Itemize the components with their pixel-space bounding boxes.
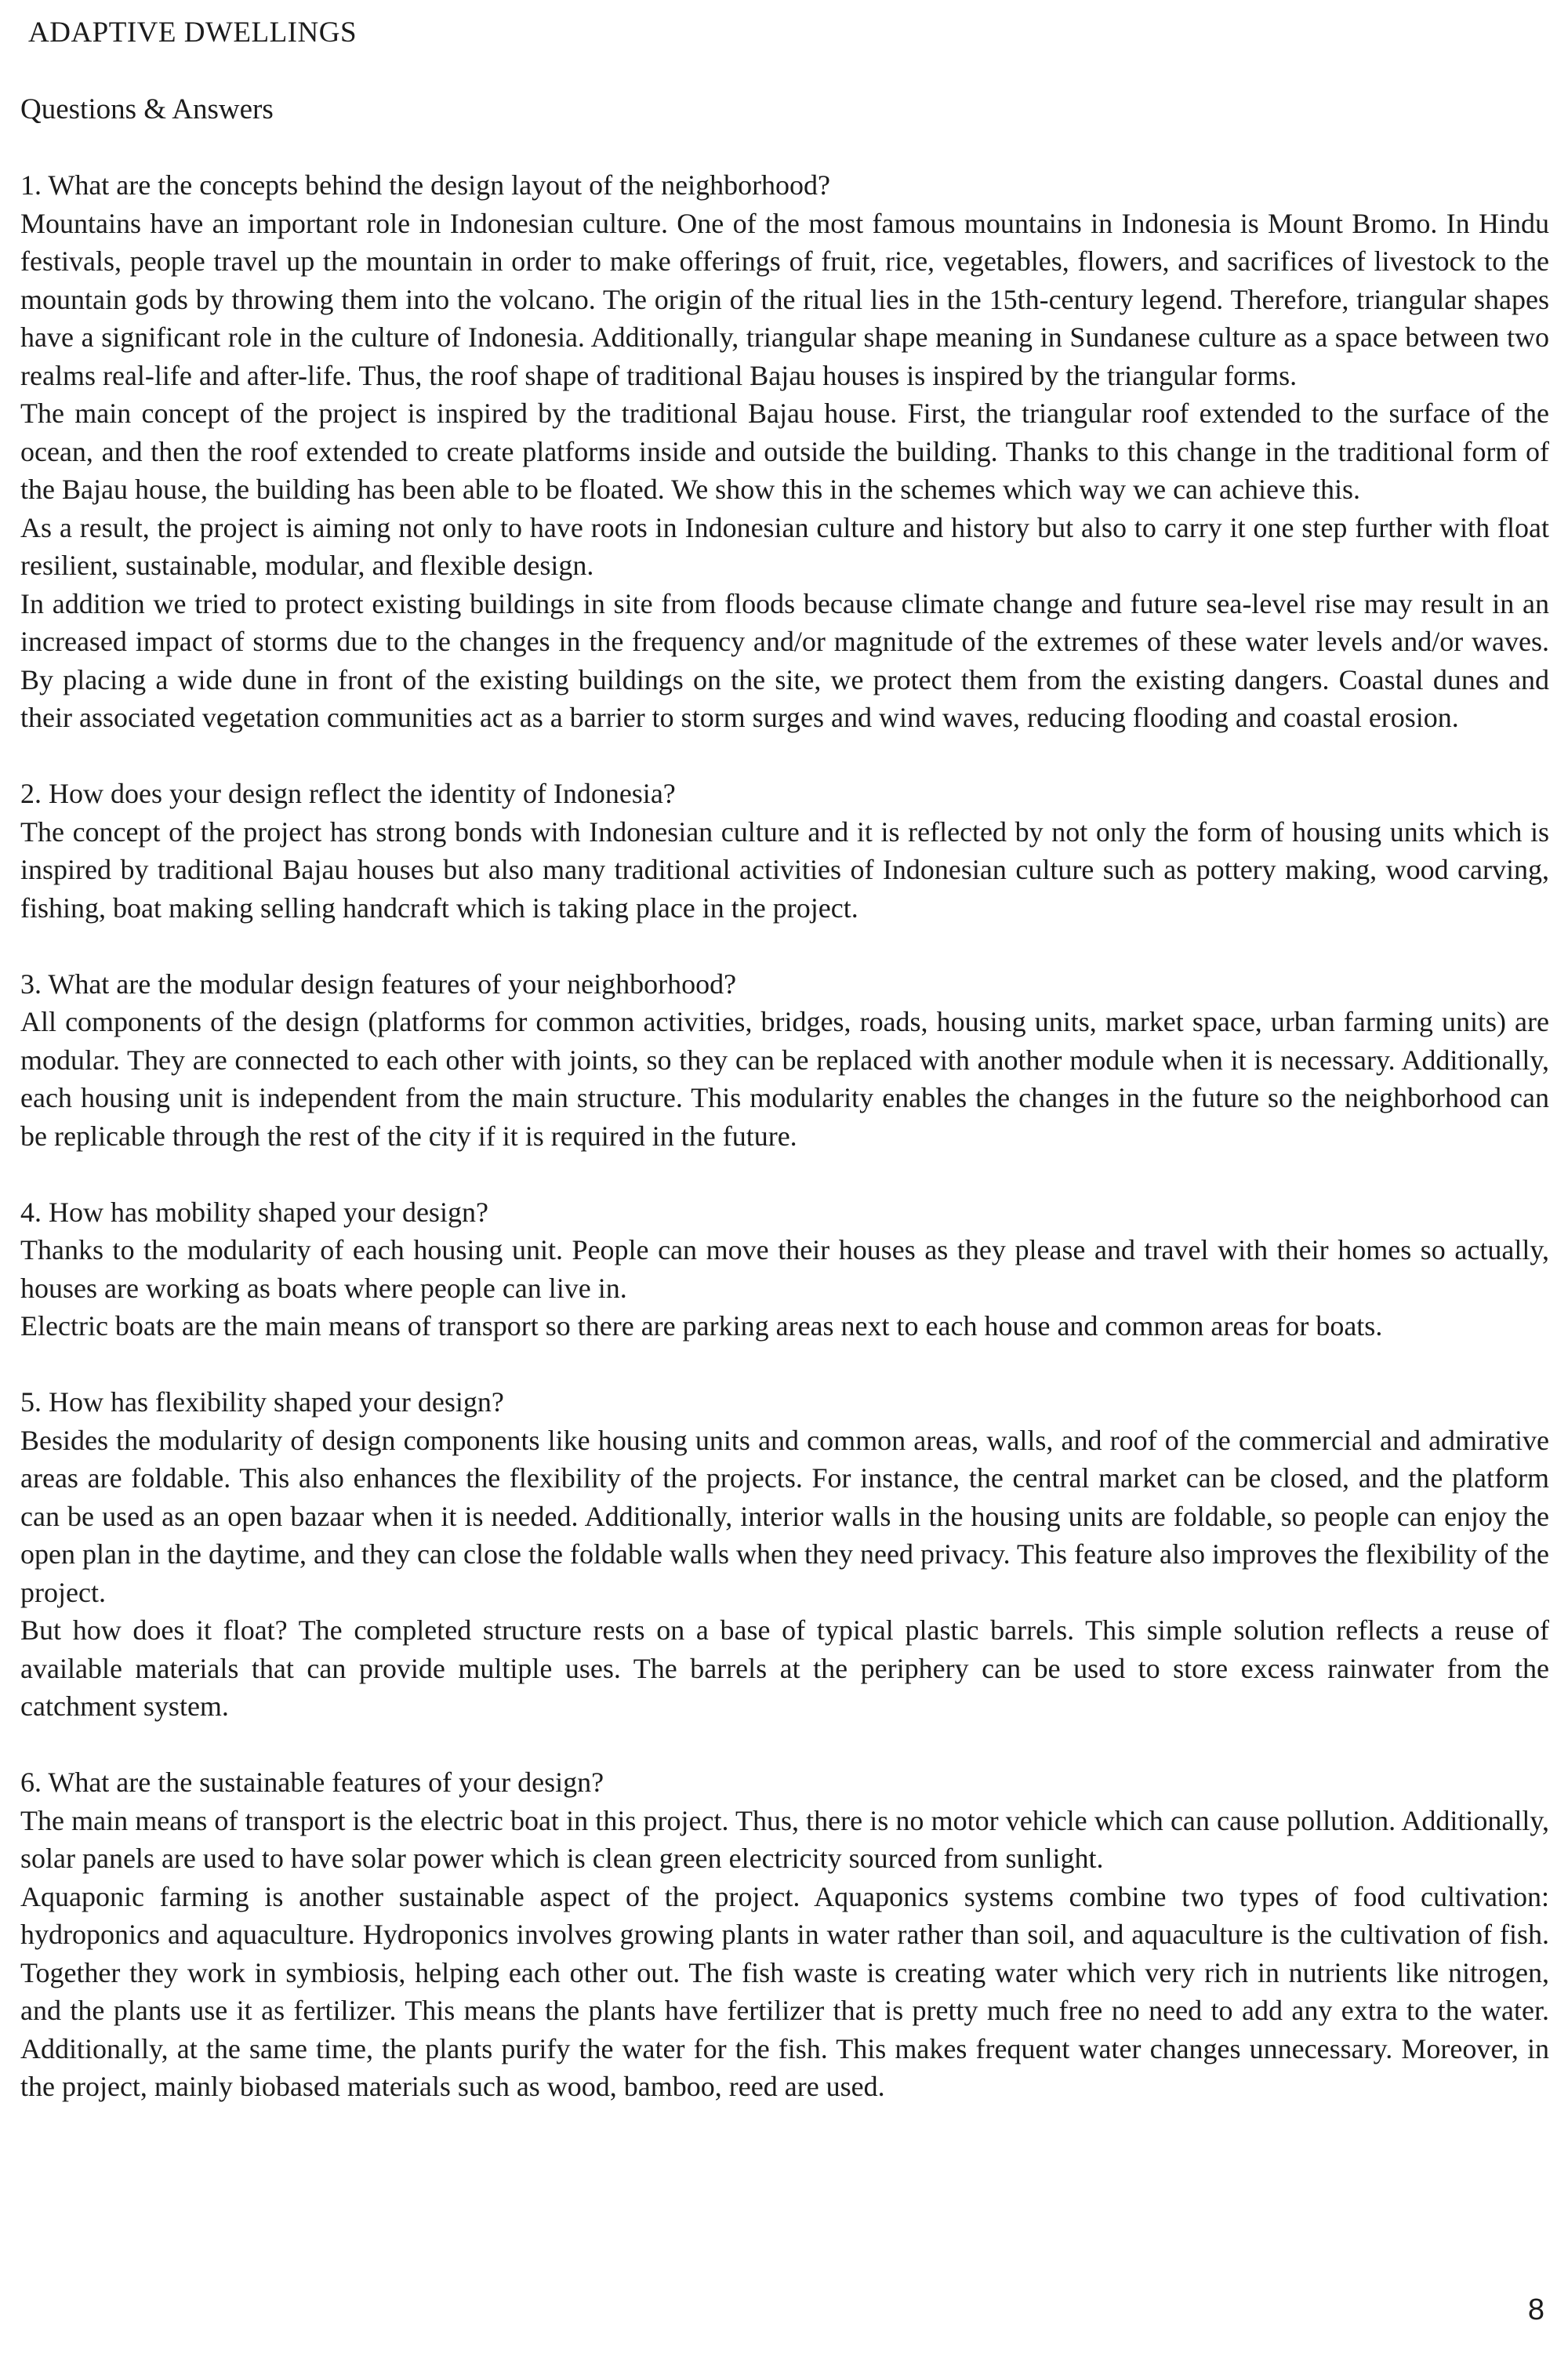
answer-1-paragraph-4: In addition we tried to protect existing buildings in site from floods because climate change and future sea-level rise may result in an increased impact of storms due to the changes in the frequency and/or magnitude of the extremes of these water levels and/or waves. By placing a wide dune in front of the existing buildings on the site, we protect them from the existing dangers. Coastal dunes and their associated vegetation communities act as a barrier to storm surges and wind waves, reducing flooding and coastal erosion. [20, 587, 1549, 733]
qa-section-1 [20, 166, 1549, 737]
qa-section-5 [20, 1383, 1549, 1726]
question-2: 2. How does your design reflect the identity of Indonesia? [20, 778, 676, 809]
answer-3-paragraph-1: All components of the design (platforms for common activities, bridges, roads, housing units, market space, urban farming units) are modular. They are connected to each other with joints, so they can be replaced with another module when it is necessary. Additionally, each housing unit is independent from the main structure. This modularity enables the changes in the future so the neighborhood can be replicable through the rest of the city if it is required in the future. [20, 1006, 1549, 1152]
answer-6-paragraph-1: The main means of transport is the electric boat in this project. Thus, there is no motor vehicle which can cause pollution. Additionally, solar panels are used to have solar power which is clean green electricity sourced from sunlight. [20, 1804, 1549, 1874]
answer-5-paragraph-2: But how does it float? The completed structure rests on a base of typical plastic barrels. This simple solution reflects a reuse of available materials that can provide multiple uses. The barrels at the periphery can be used to store excess rainwater from the catchment system. [20, 1614, 1549, 1722]
qa-section-4 [20, 1193, 1549, 1345]
answer-1-paragraph-3: As a result, the project is aiming not only to have roots in Indonesian culture and history but also to carry it one step further with float resilient, sustainable, modular, and flexible design. [20, 511, 1549, 581]
qa-section-2 [20, 775, 1549, 927]
answer-6-paragraph-2: Aquaponic farming is another sustainable aspect of the project. Aquaponics systems combine two types of food cultivation: hydroponics and aquaculture. Hydroponics involves growing plants in water rather than soil, and aquaculture is the cultivation of fish. Together they work in symbiosis, helping each other out. The fish waste is creating water which very rich in nutrients like nitrogen, and the plants use it as fertilizer. This means the plants have fertilizer that is pretty much free no need to add any extra to the water. Additionally, at the same time, the plants purify the water for the fish. This makes frequent water changes unnecessary. Moreover, in the project, mainly biobased materials such as wood, bamboo, reed are used. [20, 1880, 1549, 2102]
question-3: 3. What are the modular design features of your neighborhood? [20, 968, 737, 1000]
question-4: 4. How has mobility shaped your design? [20, 1196, 488, 1228]
question-5: 5. How has flexibility shaped your design? [20, 1386, 504, 1418]
qa-section-6 [20, 1763, 1549, 2106]
answer-4-paragraph-2: Electric boats are the main means of transport so there are parking areas next to each house and common areas for boats. [20, 1310, 1383, 1342]
answer-4-paragraph-1: Thanks to the modularity of each housing unit. People can move their houses as they please and travel with their homes so actually, houses are working as boats where people can live in. [20, 1234, 1549, 1304]
document-subtitle: Questions & Answers [20, 93, 274, 125]
document-title: ADAPTIVE DWELLINGS [28, 16, 358, 49]
answer-5-paragraph-1: Besides the modularity of design components like housing units and common areas, walls, and roof of the commercial and admirative areas are foldable. This also enhances the flexibility of the projects. For instance, the central market can be closed, and the platform can be used as an open bazaar when it is needed. Additionally, interior walls in the housing units are foldable, so people can enjoy the open plan in the daytime, and they can close the foldable walls when they need privacy. This feature also improves the flexibility of the project. [20, 1424, 1549, 1608]
question-6: 6. What are the sustainable features of your design? [20, 1767, 604, 1798]
question-1: 1. What are the concepts behind the design layout of the neighborhood? [20, 169, 831, 201]
qa-section-3 [20, 965, 1549, 1156]
answer-1-paragraph-1: Mountains have an important role in Indonesian culture. One of the most famous mountains in Indonesia is Mount Bromo. In Hindu festivals, people travel up the mountain in order to make offerings of fruit, rice, vegetables, flowers, and sacrifices of livestock to the mountain gods by throwing them into the volcano. The origin of the ritual lies in the 15th-century legend. Therefore, triangular shapes have a significant role in the culture of Indonesia. Additionally, triangular shape meaning in Sundanese culture as a space between two realms real-life and after-life. Thus, the roof shape of traditional Bajau houses is inspired by the triangular forms. [20, 207, 1549, 391]
answer-2-paragraph-1: The concept of the project has strong bonds with Indonesian culture and it is reflected by not only the form of housing units which is inspired by traditional Bajau houses but also many traditional activities of Indonesian culture such as pottery making, wood carving, fishing, boat making selling handcraft which is taking place in the project. [20, 815, 1549, 924]
qa-content [20, 166, 1549, 2144]
answer-1-paragraph-2: The main concept of the project is inspired by the traditional Bajau house. First, the triangular roof extended to the surface of the ocean, and then the roof extended to create platforms inside and outside the building. Thanks to this change in the traditional form of the Bajau house, the building has been able to be floated. We show this in the schemes which way we can achieve this. [20, 398, 1549, 505]
page-number: 8 [1527, 2293, 1544, 2326]
